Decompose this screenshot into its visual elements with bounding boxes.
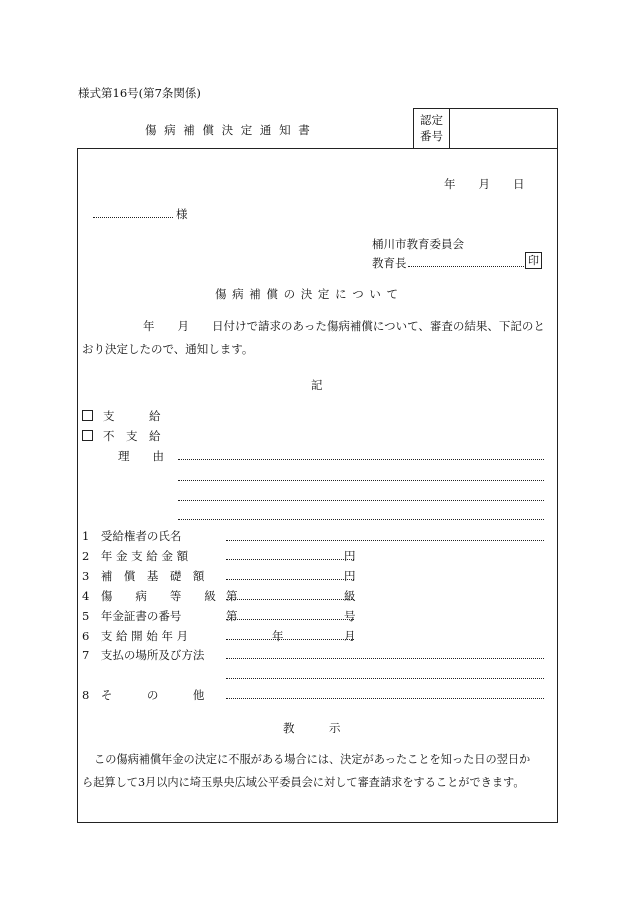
- pay-checkbox[interactable]: [82, 410, 93, 421]
- reason-line-3[interactable]: [178, 500, 544, 501]
- item-4-suffix: 級: [344, 589, 356, 603]
- item-3-field[interactable]: [226, 579, 354, 580]
- ki-heading: 記: [311, 378, 323, 392]
- addressee-suffix: 様: [176, 207, 188, 221]
- reason-line-1[interactable]: [178, 459, 544, 460]
- kyoji-line-1: この傷病補償年金の決定に不服がある場合には、決定があったことを知った日の翌日か: [94, 753, 531, 766]
- item-6-prefix: 年: [272, 629, 284, 643]
- item-7-field-1[interactable]: [226, 658, 544, 659]
- item-5-field[interactable]: [226, 619, 354, 620]
- item-2-field[interactable]: [226, 559, 354, 560]
- item-2-label: 2 年 金 支 給 金 額: [82, 549, 189, 563]
- item-5-prefix: 第: [226, 609, 238, 623]
- kyoji-line-2: ら起算して3月以内に埼玉県央広域公平委員会に対して審査請求をすることができます。: [82, 776, 525, 789]
- reason-line-2[interactable]: [178, 480, 544, 481]
- issuer-title: 教育長: [372, 256, 407, 270]
- item-8-field[interactable]: [226, 698, 544, 699]
- addressee-field[interactable]: [93, 217, 173, 218]
- date-line: 年 月 日: [444, 177, 525, 191]
- body-line-2: おり決定したので、通知します。: [82, 342, 254, 356]
- item-5-label: 5 年金証書の番号: [82, 609, 182, 623]
- option-pay-label: 支 給: [103, 409, 161, 423]
- issuer-org: 桶川市教育委員会: [372, 237, 464, 251]
- item-1-label: 1 受給権者の氏名: [82, 529, 182, 543]
- item-7-label: 7 支払の場所及び方法: [82, 648, 205, 662]
- item-4-prefix: 第: [226, 589, 238, 603]
- reason-line-4[interactable]: [178, 519, 544, 520]
- item-7-field-2[interactable]: [226, 678, 544, 679]
- nintei-label-2: 番号: [420, 129, 443, 143]
- option-pay: [82, 408, 161, 424]
- item-6-field[interactable]: [226, 639, 354, 640]
- issuer-name-field[interactable]: [408, 266, 524, 267]
- nintei-divider: [449, 108, 450, 149]
- item-6-label: 6 支 給 開 始 年 月: [82, 629, 189, 643]
- nintei-label-1: 認定: [420, 113, 443, 127]
- document-title: 傷 病 補 償 決 定 通 知 書: [145, 123, 312, 137]
- form-number-label: 様式第16号(第7条関係): [78, 86, 201, 100]
- option-nopay-label: 不 支 給: [103, 429, 161, 443]
- item-2-suffix: 円: [344, 549, 356, 563]
- item-1-field[interactable]: [226, 540, 544, 541]
- reason-label: 理 由: [118, 449, 164, 463]
- nopay-checkbox[interactable]: [82, 430, 93, 441]
- kyoji-title: 教 示: [283, 721, 341, 735]
- item-3-label: 3 補 償 基 礎 額: [82, 569, 205, 583]
- item-5-suffix: 号: [344, 609, 356, 623]
- item-4-field[interactable]: [226, 599, 354, 600]
- body-line-1: 年 月 日付けで請求のあった傷病補償について、審査の結果、下記のと: [143, 319, 545, 333]
- item-6-suffix: 月: [344, 629, 356, 643]
- item-3-suffix: 円: [344, 569, 356, 583]
- option-nopay: [82, 428, 161, 444]
- subject-title: 傷 病 補 償 の 決 定 に つ い て: [215, 287, 400, 301]
- item-4-label: 4 傷 病 等 級: [82, 589, 216, 603]
- seal-mark: 印: [525, 252, 542, 269]
- item-8-label: 8 そ の 他: [82, 688, 205, 702]
